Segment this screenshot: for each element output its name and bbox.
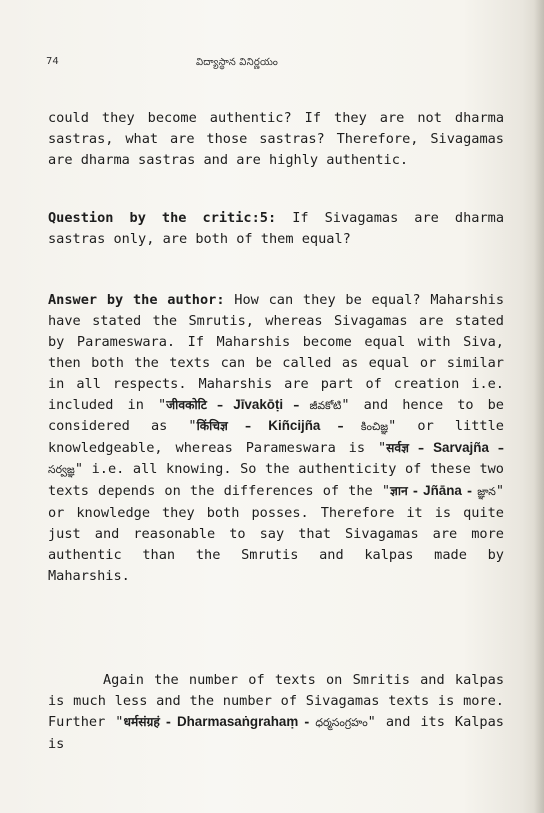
author-answer-text-2: " and hence to be considered as " bbox=[48, 396, 504, 435]
separator: – bbox=[320, 419, 361, 434]
paragraph-critic-question-5 bbox=[48, 208, 504, 250]
dharmasangraham-telugu: ధర్మసంగ్రహం bbox=[315, 715, 368, 729]
dharmasangraham-transliteration: Dharmasaṅgrahaṃ bbox=[176, 713, 299, 729]
kincijna-telugu: కించిజ్ఞ bbox=[360, 420, 389, 434]
author-answer-text-4: " i.e. all knowing. So the authenticity of these two texts depends on the differences of the " bbox=[48, 461, 504, 500]
separator: - bbox=[461, 484, 478, 499]
sarvajna-transliteration: Sarvajña bbox=[433, 440, 489, 456]
separator: – bbox=[408, 441, 434, 456]
author-answer-text-1: How can they be equal? Maharshis have stated the Smrutis, whereas Sivagamas are stated by Parameswara. If Maharshis become equal with Siva, then both the texts can be called as equal or similar in all respects. Maharshis are part of creation i.e. included in " bbox=[48, 292, 505, 413]
page-header bbox=[46, 56, 504, 72]
separator: – bbox=[206, 397, 234, 412]
jnana-devanagari: ज्ञान bbox=[390, 484, 408, 499]
separator: – bbox=[283, 397, 310, 412]
jnana-transliteration: Jñāna bbox=[423, 483, 462, 499]
kincijna-devanagari: किंचिज्ञ bbox=[196, 419, 228, 434]
jivakoti-transliteration: Jīvakōṭi bbox=[233, 396, 284, 412]
separator: – bbox=[488, 441, 504, 456]
critic-question-label: Question by the critic:5: bbox=[48, 210, 277, 226]
number-of-texts-text-1: Again the number of texts on Smritis and kalpas is much less and the number of Sivagamas texts is more. Further " bbox=[48, 672, 504, 730]
separator: - bbox=[407, 484, 424, 499]
separator: - bbox=[298, 714, 316, 729]
author-answer-text-5: " or knowledge they both posses. Therefore it is quite just and reasonable to say that Sivagamas are more authentic than the Smrutis and kalpas made by Maharshis. bbox=[48, 483, 505, 584]
page-binding-shadow bbox=[534, 0, 544, 813]
jnana-telugu: జ్ఞాన bbox=[477, 485, 496, 499]
paragraph-author-answer bbox=[48, 290, 504, 587]
jivakoti-devanagari: जीवकोटि bbox=[166, 397, 207, 412]
sarvajna-telugu: సర్వజ్ఞ bbox=[48, 463, 75, 477]
author-answer-label: Answer by the author: bbox=[48, 292, 225, 308]
separator: – bbox=[227, 419, 269, 434]
running-title: విద్యాస్థాన వినిర్ణయం bbox=[196, 57, 279, 68]
jivakoti-telugu: జీవకోటి bbox=[309, 398, 342, 412]
kincijna-transliteration: Kiñcijña bbox=[268, 418, 321, 434]
author-answer-text-3: " or little knowledgeable, whereas Parameswara is " bbox=[48, 418, 504, 457]
page-number: 74 bbox=[46, 56, 59, 67]
paragraph-authenticity-conclusion: could they become authentic? If they are not dharma sastras, what are those sastras? Therefore, Sivagamas are dharma sastras and are highly authentic. bbox=[48, 110, 504, 168]
sarvajna-devanagari: सर्वज्ञ bbox=[386, 441, 409, 456]
separator: - bbox=[159, 714, 177, 729]
number-of-texts-text-2: " and its Kalpas is bbox=[48, 713, 504, 752]
paragraph-number-of-texts bbox=[48, 670, 504, 755]
dharmasangraham-devanagari: धर्मसंग्रहं bbox=[123, 714, 160, 729]
critic-question-text: If Sivagamas are dharma sastras only, are both of them equal? bbox=[48, 210, 505, 247]
